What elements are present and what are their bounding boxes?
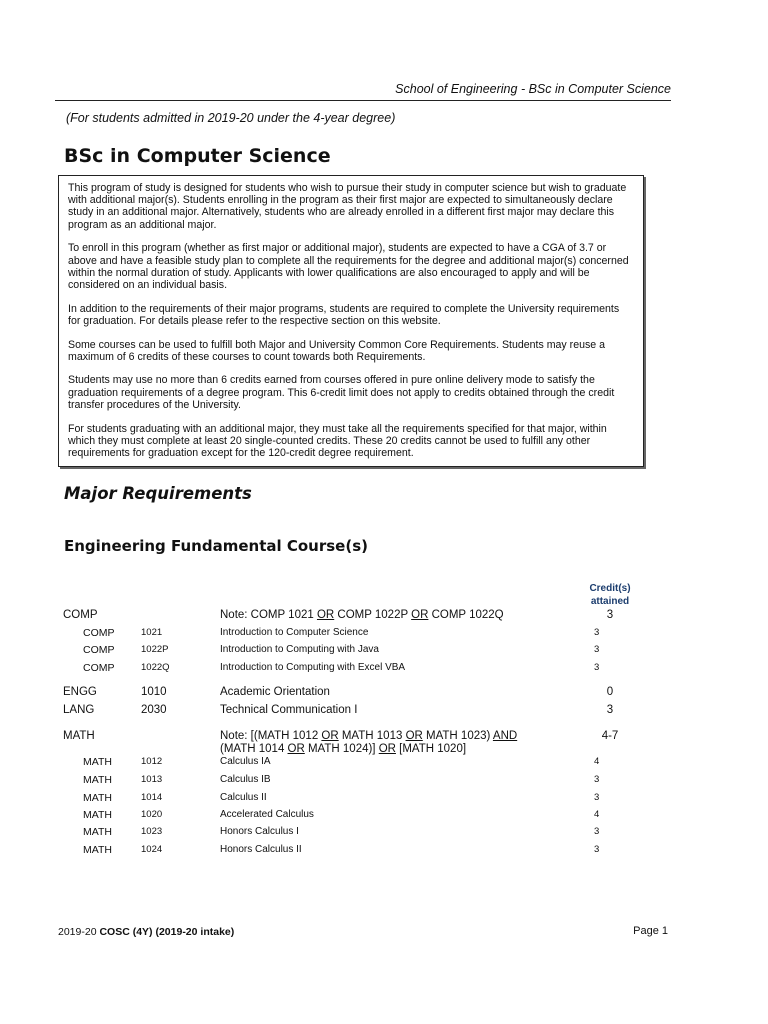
intro-paragraph: Students may use no more than 6 credits earned from courses offered in pure online delivery mode to satisfy the graduation requirements of a degree program. This 6-credit limit does not apply to credits obtained through the credit transfer procedures of the University. [68,374,615,411]
course-subject: LANG [63,704,95,716]
program-description-box [58,175,644,467]
course-subject: COMP [83,644,115,656]
course-subject: MATH [83,844,112,856]
group-subject: COMP [63,609,98,621]
course-title: Technical Communication I [220,704,358,716]
course-number: 2030 [141,704,167,716]
course-credits: 0 [606,686,614,698]
course-subject: MATH [83,809,112,821]
course-title: Academic Orientation [220,686,330,698]
table-row [0,844,768,860]
course-title: Honors Calculus II [220,844,302,855]
course-credits: 3 [594,792,600,803]
header-divider [55,100,671,101]
course-subject: MATH [83,774,112,786]
course-number: 1021 [141,627,163,638]
course-credits: 3 [606,704,614,716]
engineering-fundamental-heading: Engineering Fundamental Course(s) [64,537,368,555]
table-row [0,662,768,678]
group-credits: 4-7 [601,730,619,742]
group-note: Note: COMP 1021 OR COMP 1022P OR COMP 1022Q [220,609,504,621]
course-number: 1024 [141,844,163,855]
course-number: 1020 [141,809,163,820]
course-credits: 3 [594,774,600,785]
course-credits: 3 [594,644,600,655]
course-subject: ENGG [63,686,97,698]
credit-column-header [578,582,642,608]
course-number: 1022Q [141,662,170,673]
table-row [0,644,768,660]
major-requirements-heading: Major Requirements [64,484,252,503]
footer-document-code: 2019-20 COSC (4Y) (2019-20 intake) [58,926,235,938]
credit-header-line1: Credit(s) [589,583,631,594]
course-credits: 4 [594,809,600,820]
table-row [0,686,768,702]
table-row [0,704,768,720]
course-credits: 4 [594,756,600,767]
course-title: Introduction to Computer Science [220,627,369,638]
course-subject: COMP [83,627,115,639]
group-note: Note: [(MATH 1012 OR MATH 1013 OR MATH 1023) AND (MATH 1014 OR MATH 1024)] OR [MATH 1020] [220,730,518,755]
course-credits: 3 [594,662,600,673]
table-row [0,826,768,842]
page-header-title: School of Engineering - BSc in Computer Science [395,82,671,96]
group-credits: 3 [606,609,614,621]
group-subject: MATH [63,730,95,742]
course-credits: 3 [594,826,600,837]
course-group-row-math [0,730,768,758]
intro-paragraph: For students graduating with an additional major, they must take all the requirements specified for that major, within which they must complete at least 20 single-counted credits. These 20 credits cannot be used to fulfill any other requirements for graduation except for the 120-credit degree requirement. [68,422,607,459]
intro-paragraph: Some courses can be used to fulfill both Major and University Common Core Requirements. Students may reuse a maximum of 6 credits of these courses to count towards both Requirements. [68,338,606,363]
course-title: Calculus IA [220,756,271,767]
course-title: Calculus IB [220,774,271,785]
course-title: Accelerated Calculus [220,809,314,820]
course-title: Honors Calculus I [220,826,299,837]
course-number: 1022P [141,644,169,655]
course-subject: MATH [83,792,112,804]
table-row [0,627,768,643]
course-number: 1014 [141,792,163,803]
table-row [0,756,768,772]
course-number: 1013 [141,774,163,785]
course-number: 1012 [141,756,163,767]
table-row [0,792,768,808]
course-subject: MATH [83,756,112,768]
course-title: Introduction to Computing with Excel VBA [220,662,406,673]
table-row [0,809,768,825]
course-subject: MATH [83,826,112,838]
footer-page-number: Page 1 [633,925,668,937]
admission-note: (For students admitted in 2019-20 under the 4-year degree) [66,111,396,125]
table-row [0,774,768,790]
course-subject: COMP [83,662,115,674]
course-credits: 3 [594,844,600,855]
course-number: 1010 [141,686,167,698]
intro-paragraph: To enroll in this program (whether as first major or additional major), students are expected to have a CGA of 3.7 or above and have a feasible study plan to complete all the requirements for the degree and additional major(s) concerned within the normal duration of study. Applicants with lower qualifications are also encouraged to apply and will be considered on an individual basis. [68,242,629,291]
credit-header-line2: attained [590,596,630,607]
program-title: BSc in Computer Science [64,145,331,167]
course-title: Introduction to Computing with Java [220,644,379,655]
course-title: Calculus II [220,792,267,803]
intro-paragraph: This program of study is designed for students who wish to pursue their study in computer science but wish to graduate with additional major(s). Students enrolling in the program as their first major are expected to simultaneously declare study in an additional major. Alternatively, students who are already enrolled in a different first major may declare this program as an additional major. [68,182,627,231]
intro-paragraph: In addition to the requirements of their major programs, students are required to complete the University requirements for graduation. For details please refer to the respective section on this website. [68,302,620,327]
course-number: 1023 [141,826,163,837]
course-group-row-comp [0,609,768,625]
course-credits: 3 [594,627,600,638]
